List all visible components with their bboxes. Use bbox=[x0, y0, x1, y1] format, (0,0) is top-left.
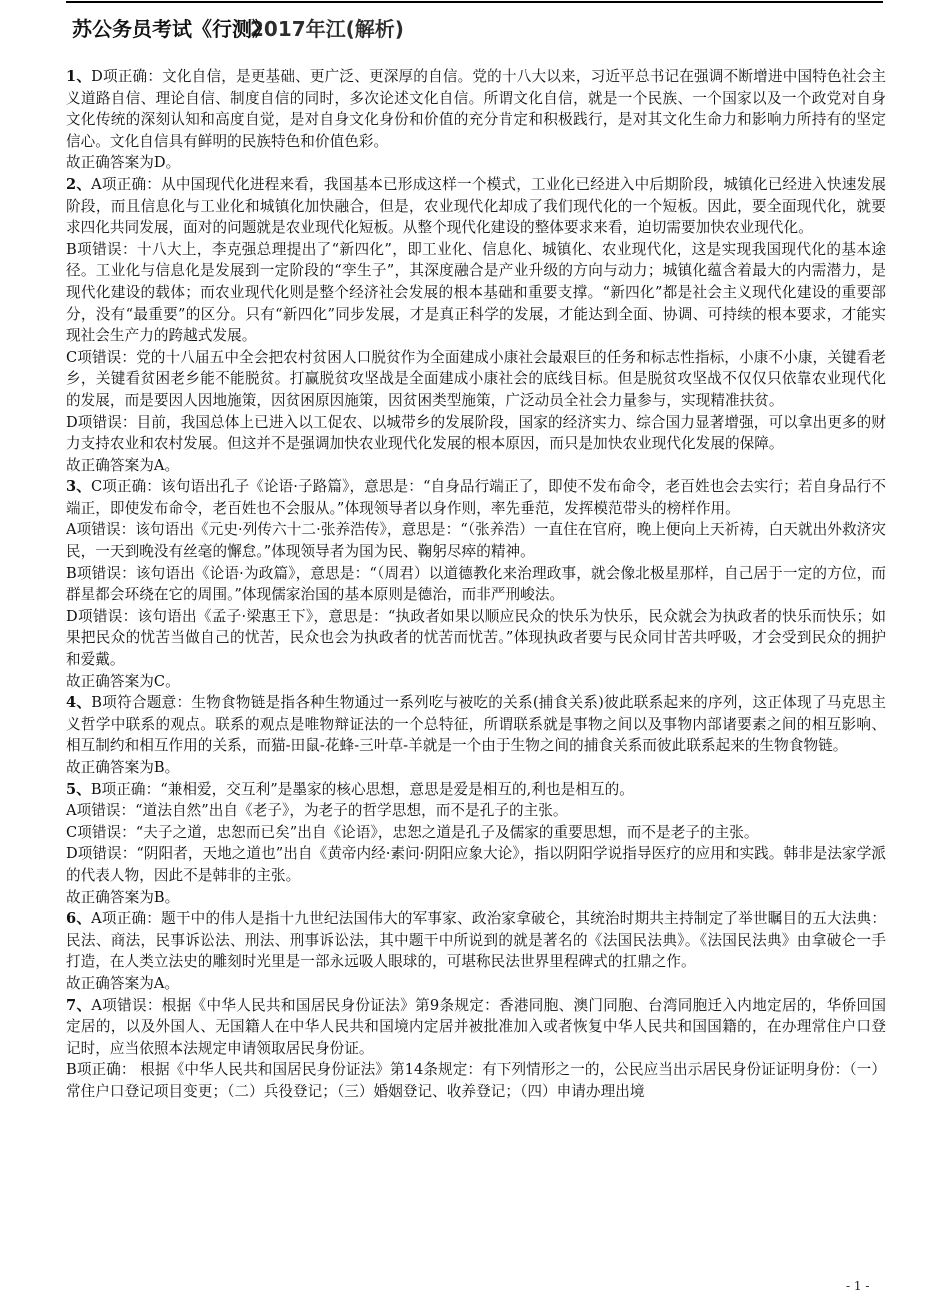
question-paragraph bbox=[66, 692, 886, 757]
paragraph-text: B项正确：“兼相爱，交互利”是墨家的核心思想，意思是爱是相互的,利也是相互的。 bbox=[90, 780, 634, 798]
question-number: 3、 bbox=[66, 478, 91, 496]
question-paragraph bbox=[66, 995, 886, 1060]
explanation-paragraph bbox=[66, 887, 886, 909]
top-rule bbox=[66, 1, 883, 3]
question-number: 7、 bbox=[66, 996, 92, 1014]
paragraph-text: 故正确答案为C。 bbox=[66, 672, 180, 690]
explanation-paragraph bbox=[66, 757, 886, 779]
header-title-overlay: 2017年江(解析) bbox=[250, 17, 404, 41]
paragraph-text: B项错误：该句语出《论语·为政篇》，意思是：“（周君）以道德教化来治理政事，就会像北极星那样，自己居于一定的方位，而群星都会环绕在它的周围。”体现儒家治国的基本原则是德治，而非严刑峻法。 bbox=[66, 564, 886, 604]
question-paragraph bbox=[66, 779, 886, 801]
explanation-paragraph bbox=[66, 973, 886, 995]
explanation-paragraph bbox=[66, 519, 886, 562]
question-number: 1、 bbox=[66, 68, 92, 85]
question-paragraph bbox=[66, 174, 886, 239]
answer-explanations bbox=[66, 66, 886, 1103]
explanation-paragraph bbox=[66, 152, 886, 174]
paragraph-text: A项错误：根据《中华人民共和国居民身份证法》第9条规定：香港同胞、澳门同胞、台湾同胞迁入内地定居的，华侨回国定居的，以及外国人、无国籍人在中华人民共和国境内定居并被批准加入或者恢复中华人民共和国国籍的，在办理常住户口登记时，应当依照本法规定申请领取居民身份证。 bbox=[66, 996, 886, 1057]
question-paragraph bbox=[66, 908, 886, 973]
paragraph-text: 故正确答案为B。 bbox=[66, 759, 180, 776]
explanation-paragraph bbox=[66, 822, 886, 844]
paragraph-text: C项错误：“夫子之道，忠恕而已矣”出自《论语》，忠恕之道是孔子及儒家的重要思想，而不是老子的主张。 bbox=[66, 823, 759, 841]
paragraph-text: 故正确答案为A。 bbox=[66, 456, 180, 474]
explanation-paragraph bbox=[66, 347, 886, 412]
paragraph-text: D项正确：文化自信，是更基础、更广泛、更深厚的自信。党的十八大以来，习近平总书记在强调不断增进中国特色社会主义道路自信、理论自信、制度自信的同时，多次论述文化自信。所谓文化自信，就是一个民族、一个国家以及一个政党对自身文化传统的深刻认知和高度自觉，是对自身文化身份和价值的充分肯定和积极践行，是对其文化生命力和影响力所持有的坚定信心。文化自信具有鲜明的民族特色和价值色彩。 bbox=[66, 68, 886, 150]
page-header bbox=[72, 14, 632, 44]
question-paragraph bbox=[66, 66, 886, 152]
paragraph-text: 故正确答案为B。 bbox=[66, 888, 180, 906]
paragraph-text: A项错误：“道法自然”出自《老子》，为老子的哲学思想，而不是孔子的主张。 bbox=[66, 802, 568, 820]
paragraph-text: D项错误：该句语出《孟子·梁惠王下》，意思是：“执政者如果以顺应民众的快乐为快乐，民众就会为执政者的快乐而快乐；如果把民众的忧苦当做自己的忧苦，民众也会为执政者的忧苦而忧苦。”体现执政者要与民众同甘苦共呼吸，才会受到民众的拥护和爱戴。 bbox=[66, 607, 886, 669]
explanation-paragraph bbox=[66, 455, 886, 477]
explanation-paragraph bbox=[66, 239, 886, 347]
explanation-paragraph bbox=[66, 843, 886, 886]
question-number: 5、 bbox=[66, 780, 91, 798]
page-number: - 1 - bbox=[846, 1279, 870, 1293]
explanation-paragraph bbox=[66, 671, 886, 693]
paragraph-text: D项错误：“阴阳者，天地之道也”出自《黄帝内经·素问·阴阳应象大论》，指以阴阳学说指导医疗的应用和实践。韩非是法家学派的代表人物，因此不是韩非的主张。 bbox=[66, 845, 886, 884]
explanation-paragraph bbox=[66, 800, 886, 822]
question-number: 2、 bbox=[66, 175, 92, 193]
question-number: 4、 bbox=[66, 694, 92, 712]
explanation-paragraph bbox=[66, 606, 886, 671]
paragraph-text: B项正确： 根据《中华人民共和国居民身份证法》第14条规定：有下列情形之一的，公民应当出示居民身份证证明身份：（一）常住户口登记项目变更；（二）兵役登记；（三）婚姻登记、收养登记；（四）申请办理出境 bbox=[66, 1061, 886, 1100]
paragraph-text: 故正确答案为A。 bbox=[66, 974, 180, 992]
paragraph-text: A项正确：题干中的伟人是指十九世纪法国伟大的军事家、政治家拿破仑，其统治时期共主持制定了举世瞩目的五大法典：民法、商法，民事诉讼法、刑法、刑事诉讼法，其中题干中所说到的就是著名的《法国民法典》。《法国民法典》由拿破仑一手打造，在人类立法史的雕刻时光里是一部永远吸人眼球的，可堪称民法世界里程碑式的扛鼎之作。 bbox=[66, 910, 886, 971]
paragraph-text: D项错误：目前，我国总体上已进入以工促农、以城带乡的发展阶段，国家的经济实力、综合国力显著增强，可以拿出更多的财力支持农业和农村发展。但这并不是强调加快农业现代化发展的根本原因，而只是加快农业现代化发展的保障。 bbox=[66, 413, 886, 453]
paragraph-text: A项正确：从中国现代化进程来看，我国基本已形成这样一个模式，工业化已经进入中后期阶段，城镇化已经进入快速发展阶段，而且信息化与工业化和城镇化加快融合，但是，农业现代化却成了我们现代化的一个短板。因此，要全面现代化，就要求四化共同发展，面对的问题就是农业现代化短板。从整个现代化建设的整体要求来看，迫切需要加快农业现代化。 bbox=[66, 175, 886, 237]
paragraph-text: B项错误：十八大上，李克强总理提出了“新四化”，即工业化、信息化、城镇化、农业现代化，这是实现我国现代化的基本途径。工业化与信息化是发展到一定阶段的“孪生子”，其深度融合是产业升级的方向与动力；城镇化蕴含着最大的内需潜力，是现代化建设的载体；而农业现代化则是整个经济社会发展的根本基础和重要支撑。“新四化”都是社会主义现代化建设的重要部分，没有“最重要”的区分。只有“新四化”同步发展，才是真正科学的发展，才能达到全面、协调、可持续的根本要求，才能实现社会生产力的跨越式发展。 bbox=[66, 240, 886, 345]
paragraph-text: B项符合题意：生物食物链是指各种生物通过一系列吃与被吃的关系(捕食关系)彼此联系起来的序列，这正体现了马克思主义哲学中联系的观点。联系的观点是唯物辩证法的一个总特征，所谓联系就是事物之间以及事物内部诸要素之间的相互影响、相互制约和相互作用的关系，而猫-田鼠-花蜂-三叶草-羊就是一个由于生物之间的捕食关系而彼此联系起来的生物食物链。 bbox=[66, 694, 886, 755]
header-title: 苏公务员考试《行测》 bbox=[72, 17, 272, 41]
question-paragraph bbox=[66, 476, 886, 519]
explanation-paragraph bbox=[66, 563, 886, 606]
paragraph-text: A项错误：该句语出《元史·列传六十二·张养浩传》，意思是：“（张养浩）一直住在官府，晚上便向上天祈祷，白天就出外救济灾民，一天到晚没有丝毫的懈怠。”体现领导者为国为民、鞠躬尽瘁的精神。 bbox=[66, 521, 886, 561]
explanation-paragraph bbox=[66, 1059, 886, 1102]
explanation-paragraph bbox=[66, 412, 886, 455]
paragraph-text: C项错误：党的十八届五中全会把农村贫困人口脱贫作为全面建成小康社会最艰巨的任务和标志性指标，小康不小康，关键看老乡，关键看贫困老乡能不能脱贫。打赢脱贫攻坚战是全面建成小康社会的底线目标。但是脱贫攻坚战不仅仅只依靠农业现代化的发展，而是要因人因地施策，因贫困原因施策，因贫困类型施策，广泛动员全社会力量参与，实现精准扶贫。 bbox=[66, 348, 886, 409]
paragraph-text: 故正确答案为D。 bbox=[66, 154, 181, 172]
paragraph-text: C项正确：该句语出孔子《论语·子路篇》，意思是：“自身品行端正了，即使不发布命令，老百姓也会去实行；若自身品行不端正，即使发布命令，老百姓也不会服从。”体现领导者以身作则，率先垂范，发挥模范带头的榜样作用。 bbox=[66, 478, 886, 517]
question-number: 6、 bbox=[66, 910, 92, 928]
